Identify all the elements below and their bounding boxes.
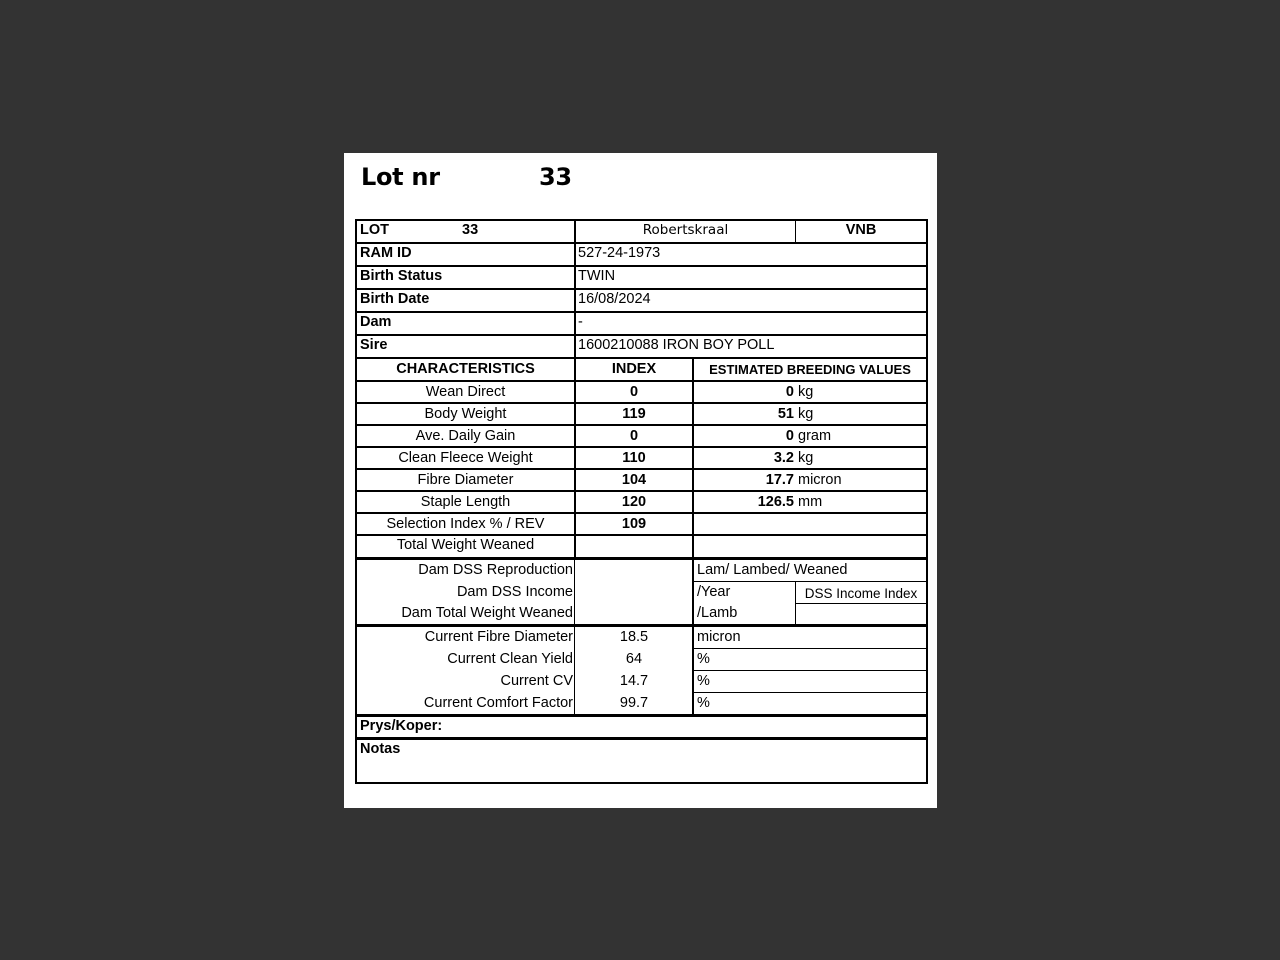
divider xyxy=(795,603,927,604)
birth-date-label: Birth Date xyxy=(360,291,430,307)
col-index: INDEX xyxy=(611,361,657,377)
lot-title-label: Lot nr xyxy=(361,163,440,191)
dam-income-label: Dam DSS Income xyxy=(456,584,573,600)
trait-name: Total Weight Weaned xyxy=(396,537,535,553)
divider xyxy=(795,219,796,243)
birth-status-label: Birth Status xyxy=(360,268,443,284)
dam-label: Dam xyxy=(360,314,392,330)
sire-label: Sire xyxy=(360,337,388,353)
lot-value: 33 xyxy=(462,222,479,238)
current-clean-yield-value: 64 xyxy=(625,651,643,667)
current-comfort-factor-unit: % xyxy=(697,695,710,711)
trait-unit: gram xyxy=(798,428,832,444)
trait-name: Staple Length xyxy=(420,494,511,510)
birth-date-value: 16/08/2024 xyxy=(578,291,651,307)
trait-name: Clean Fleece Weight xyxy=(398,450,533,466)
table-border-bottom xyxy=(355,782,928,784)
current-comfort-factor-value: 99.7 xyxy=(619,695,649,711)
table-border-right xyxy=(926,219,928,784)
trait-index: 104 xyxy=(621,472,647,488)
sire-value: 1600210088 IRON BOY POLL xyxy=(578,337,775,353)
dam-reproduction-unit: Lam/ Lambed/ Weaned xyxy=(697,562,848,578)
trait-ebv: 3.2 xyxy=(773,450,794,466)
trait-index: 0 xyxy=(629,384,639,400)
current-clean-yield-unit: % xyxy=(697,651,710,667)
trait-unit: mm xyxy=(798,494,823,510)
lot-sheet xyxy=(344,153,937,808)
current-clean-yield-label: Current Clean Yield xyxy=(447,651,573,667)
lot-title xyxy=(361,163,572,191)
notes-label: Notas xyxy=(360,741,401,757)
dam-reproduction-label: Dam DSS Reproduction xyxy=(418,562,573,578)
trait-ebv: 0 xyxy=(785,384,794,400)
trait-unit: kg xyxy=(798,450,814,466)
trait-ebv: 51 xyxy=(777,406,794,422)
lot-label: LOT xyxy=(360,222,389,238)
trait-unit: kg xyxy=(798,384,814,400)
dam-weight-weaned-label: Dam Total Weight Weaned xyxy=(401,605,573,621)
trait-index: 109 xyxy=(621,516,647,532)
trait-ebv: 0 xyxy=(785,428,794,444)
current-cv-label: Current CV xyxy=(500,673,573,689)
trait-index: 120 xyxy=(621,494,647,510)
dss-income-index-label: DSS Income Index xyxy=(804,586,918,601)
price-buyer-label: Prys/Koper: xyxy=(360,718,443,734)
dam-value: - xyxy=(578,314,583,330)
breeder-code: VNB xyxy=(845,222,877,238)
trait-name: Ave. Daily Gain xyxy=(415,428,516,444)
trait-index: 110 xyxy=(622,450,646,466)
current-fibre-diameter-unit: micron xyxy=(697,629,741,645)
current-cv-unit: % xyxy=(697,673,710,689)
trait-unit: kg xyxy=(798,406,814,422)
farm-name: Robertskraal xyxy=(642,222,729,238)
col-characteristics: CHARACTERISTICS xyxy=(396,361,535,377)
trait-name: Fibre Diameter xyxy=(417,472,514,488)
trait-ebv: 126.5 xyxy=(757,494,794,510)
col-ebv: ESTIMATED BREEDING VALUES xyxy=(709,362,911,377)
ram-id-label: RAM ID xyxy=(360,245,412,261)
trait-index: 119 xyxy=(622,406,646,422)
trait-name: Body Weight xyxy=(424,406,507,422)
trait-name: Wean Direct xyxy=(425,384,506,400)
trait-index: 0 xyxy=(629,428,639,444)
trait-unit: micron xyxy=(798,472,842,488)
current-cv-value: 14.7 xyxy=(619,673,649,689)
lot-title-number: 33 xyxy=(539,163,572,191)
ram-id-value: 527-24-1973 xyxy=(578,245,661,261)
trait-ebv: 17.7 xyxy=(765,472,794,488)
dam-weight-weaned-unit: /Lamb xyxy=(697,605,738,621)
dam-income-unit: /Year xyxy=(697,584,731,600)
divider xyxy=(574,626,575,714)
current-fibre-diameter-value: 18.5 xyxy=(619,629,649,645)
trait-name: Selection Index % / REV xyxy=(386,516,545,532)
divider xyxy=(574,559,575,625)
birth-status-value: TWIN xyxy=(578,268,616,284)
current-fibre-diameter-label: Current Fibre Diameter xyxy=(424,629,573,645)
current-comfort-factor-label: Current Comfort Factor xyxy=(423,695,573,711)
